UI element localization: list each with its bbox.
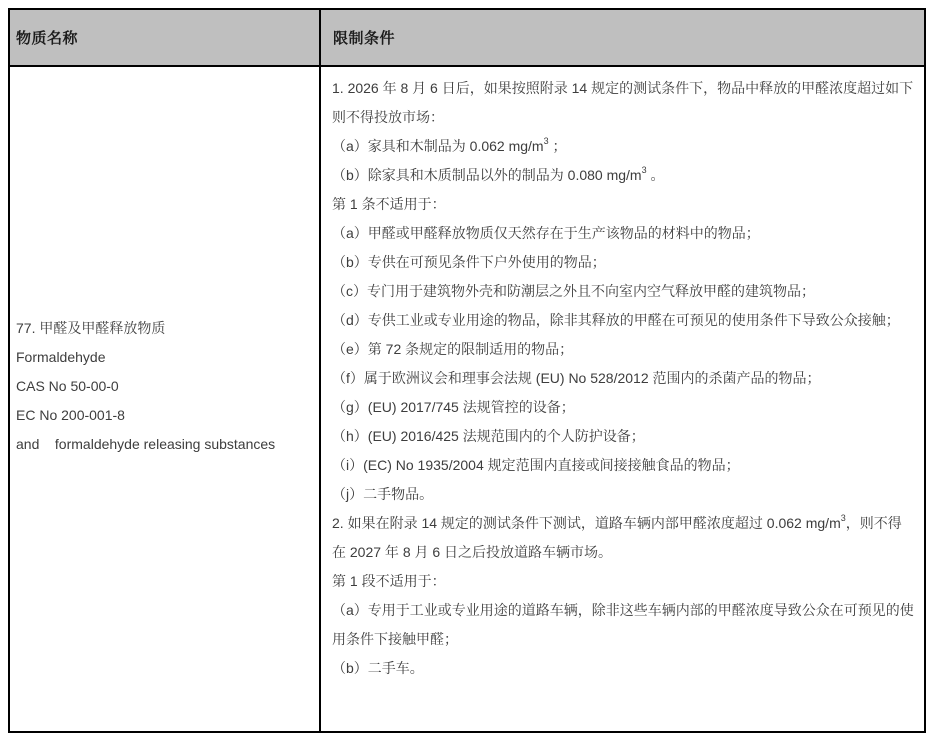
table-header-row [10,10,924,67]
restriction-line: 则不得投放市场： [332,109,444,125]
restriction-line: （b）除家具和木质制品以外的制品为 0.080 $mg/m^3$ 。 [332,165,665,183]
restriction-line: （f）属于欧洲议会和理事会法规 (EU) No 528/2012 范围内的杀菌产品的物品； [332,370,821,386]
restriction-line: 用条件下接触甲醛； [332,631,458,647]
restriction-line: （e）第 72 条规定的限制适用的物品； [332,341,574,357]
substance-restriction-table [8,8,926,733]
restriction-line: 2. 如果在附录 14 规定的测试条件下测试，道路车辆内部甲醛浓度超过 0.062 $mg/m^3$，则不得 [332,513,902,531]
restriction-line: （b）二手车。 [332,660,424,676]
restriction-line: （d）专供工业或专业用途的物品，除非其释放的甲醛在可预见的使用条件下导致公众接触； [332,312,900,328]
substance-releasing-substances-note: and formaldehyde releasing substances [16,435,276,452]
superscript: 3 [543,136,549,147]
table-body-row [10,67,924,731]
substance-cas-number: CAS No 50-00-0 [16,377,119,394]
restriction-line: （a）甲醛或甲醛释放物质仅天然存在于生产该物品的材料中的物品； [332,225,760,241]
restriction-line: （c）专门用于建筑物外壳和防潮层之外且不向室内空气释放甲醛的建筑物品； [332,283,815,299]
substance-entry-number-and-name: 77. 甲醛及甲醛释放物质 [16,319,166,336]
restriction-line: （j）二手物品。 [332,486,434,502]
column-header-restriction-conditions: 限制条件 [333,30,396,47]
superscript: 3 [840,513,846,524]
restriction-line: （h）(EU) 2016/425 法规范围内的个人防护设备； [332,428,645,444]
substance-ec-number: EC No 200-001-8 [16,406,125,423]
restriction-line: （a）专用于工业或专业用途的道路车辆，除非这些车辆内部的甲醛浓度导致公众在可预见的使 [332,602,914,618]
restriction-line: （i）(EC) No 1935/2004 规定范围内直接或间接接触食品的物品； [332,457,740,473]
restriction-line: 第 1 段不适用于： [332,573,446,589]
substance-english-name: Formaldehyde [16,348,106,365]
restriction-line: 第 1 条不适用于： [332,196,446,212]
restriction-line: （b）专供在可预见条件下户外使用的物品； [332,254,606,270]
substance-identity-cell [10,67,321,731]
superscript: 3 [641,165,647,176]
restriction-line: 1. 2026 年 8 月 6 日后，如果按照附录 14 规定的测试条件下，物品中释放的甲醛浓度超过如下 [332,80,914,96]
restriction-line: （a）家具和木制品为 0.062 $mg/m^3$ ； [332,136,567,154]
restriction-line: 在 2027 年 8 月 6 日之后投放道路车辆市场。 [332,544,613,560]
restriction-conditions-cell [321,67,924,731]
restriction-line: （g）(EU) 2017/745 法规管控的设备； [332,399,575,415]
column-header-substance-name: 物质名称 [10,10,321,65]
